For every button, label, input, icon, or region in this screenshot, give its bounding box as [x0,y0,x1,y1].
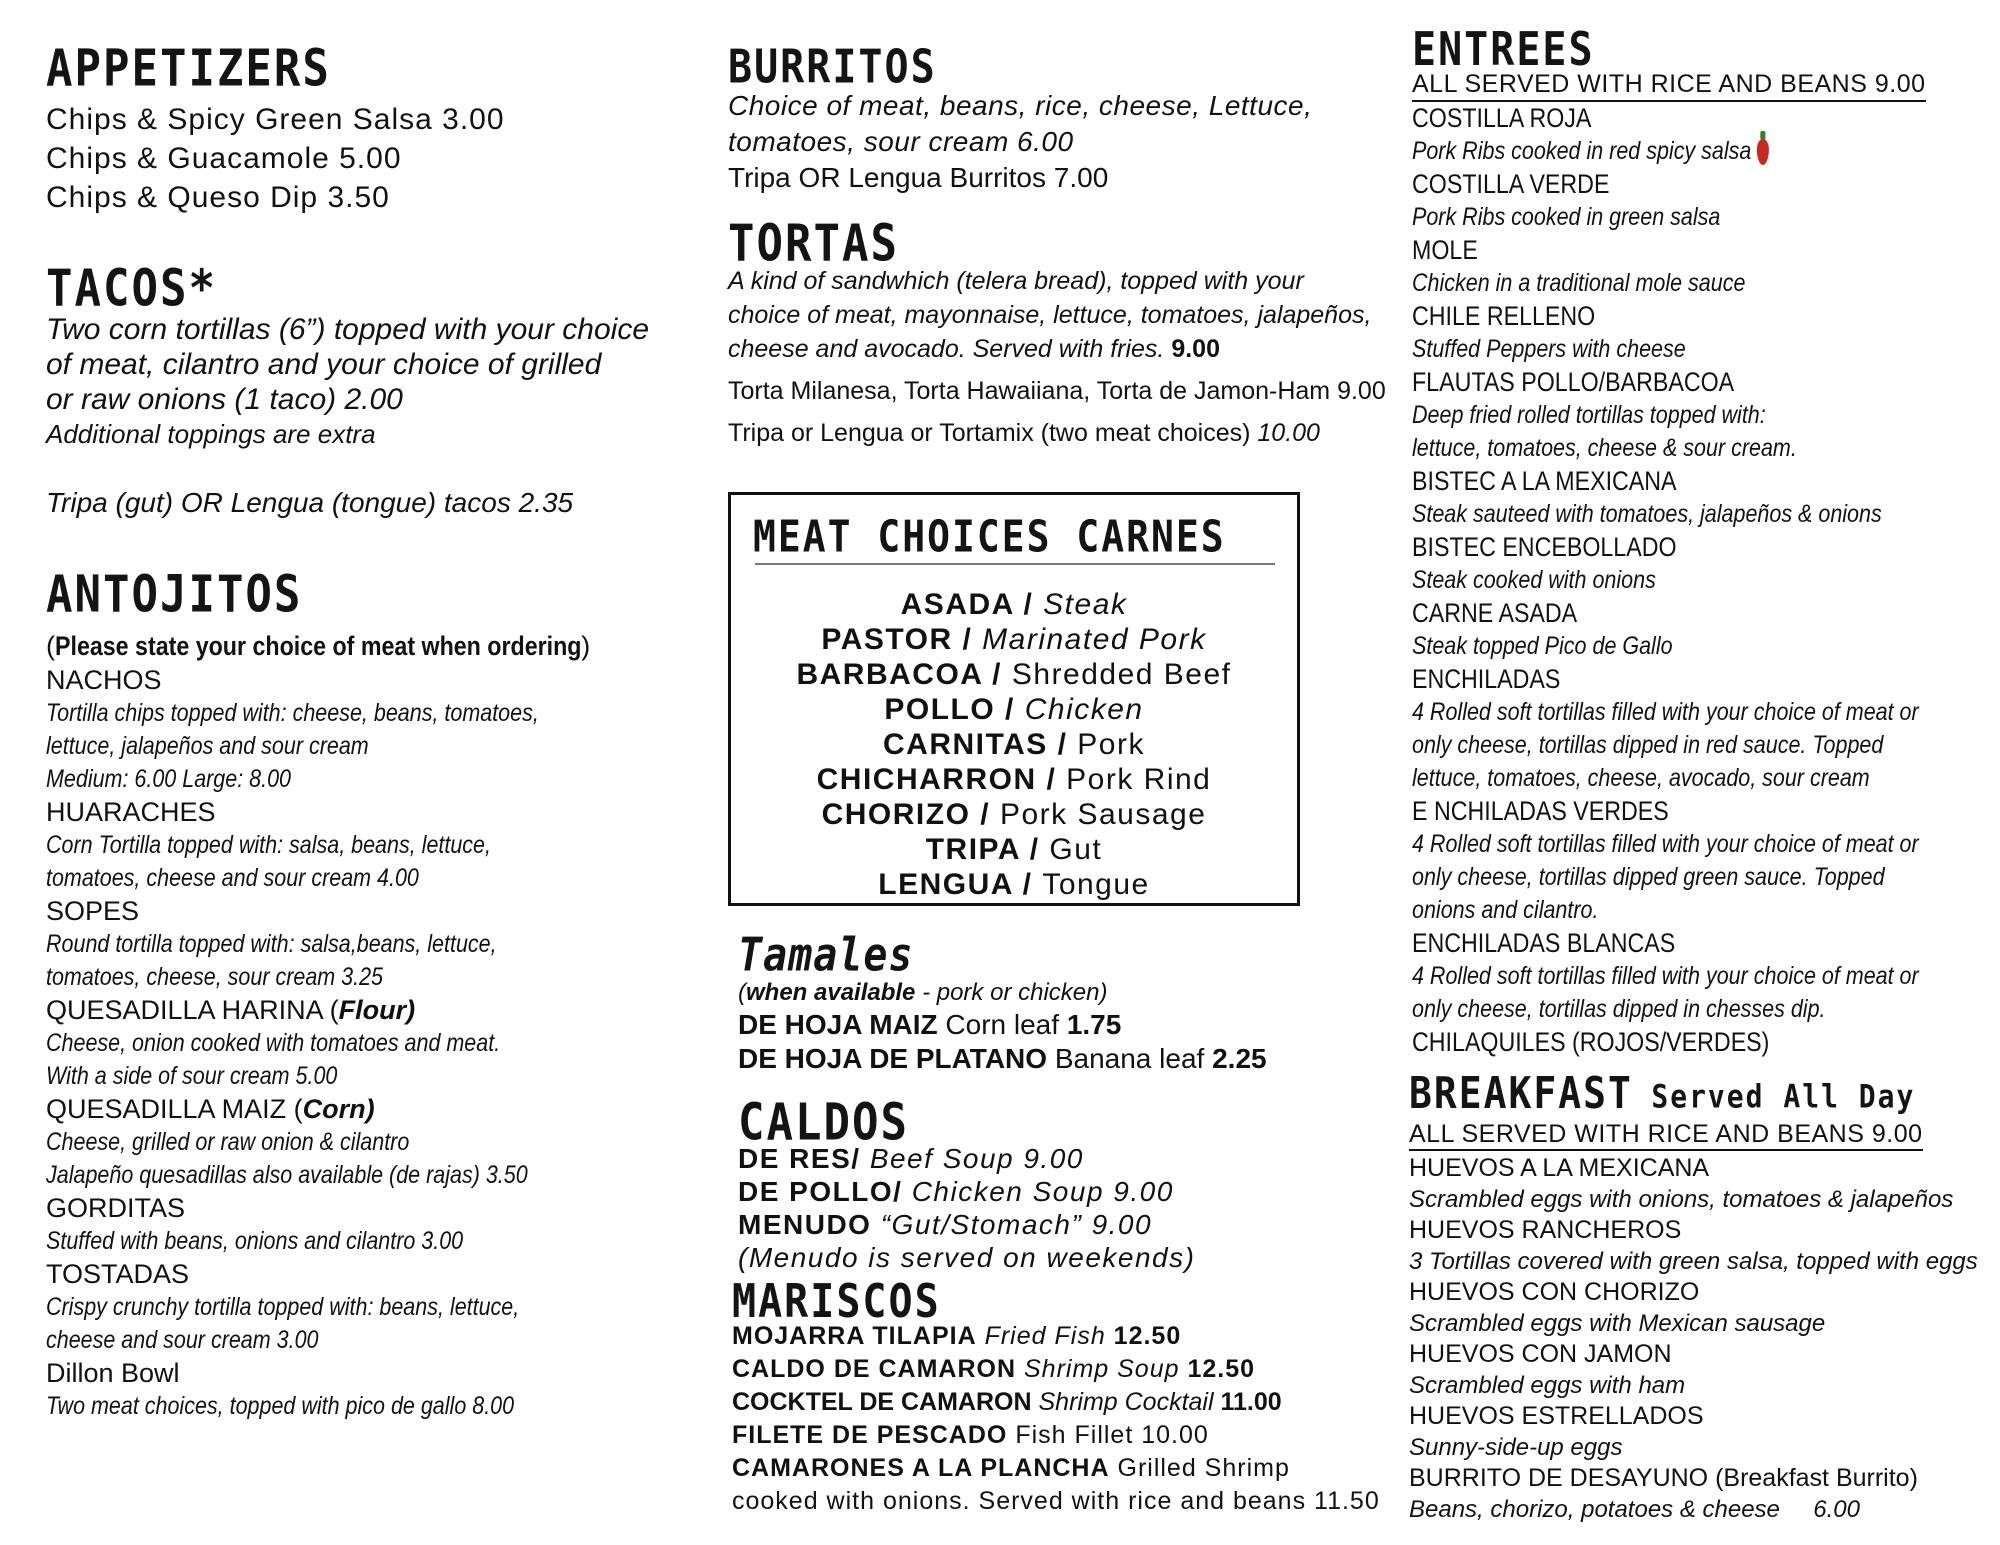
meat-choices-heading: MEAT CHOICES CARNES [753,511,1226,562]
menu-item-name: SOPES [46,896,140,926]
menu-item-desc: 4 Rolled soft tortillas filled with your choice of meat or [1412,830,1919,858]
menu-item-desc: With a side of sour cream 5.00 [46,1062,338,1090]
appetizer-item: Chips & Guacamole 5.00 [46,142,402,175]
tacos-description: of meat, cilantro and your choice of grilled [46,348,602,381]
menu-item-name: QUESADILLA MAIZ (Corn) [46,1094,375,1124]
menu-item-desc: 3 Tortillas covered with green salsa, topped with eggs [1409,1248,1978,1275]
menu-item-name: HUEVOS ESTRELLADOS [1409,1402,1704,1430]
menu-item-desc: Scrambled eggs with ham [1409,1372,1686,1399]
menu-item-desc: Medium: 6.00 Large: 8.00 [46,765,292,793]
appetizers-section [46,39,505,217]
chili-pepper-icon [1757,139,1769,165]
caldos-section [738,1093,1196,1274]
tacos-extra: Tripa (gut) OR Lengua (tongue) tacos 2.35 [46,487,574,518]
tamale-item: DE HOJA MAIZ Corn leaf 1.75 [738,1009,1122,1040]
menu-item-name: COSTILLA ROJA [1412,103,1592,133]
menu-item-desc: Pork Ribs cooked in green salsa [1412,203,1721,231]
menu-item-name: HUEVOS RANCHEROS [1409,1216,1682,1244]
caldo-item: DE RES/ Beef Soup 9.00 [738,1143,1084,1174]
tacos-section [46,259,650,520]
tortas-varieties: Torta Milanesa, Torta Hawaiiana, Torta de Jamon-Ham 9.00 [728,377,1386,405]
menu-item-name: CHILAQUILES (ROJOS/VERDES) [1412,1027,1770,1057]
menu-item-name: HUEVOS CON CHORIZO [1409,1278,1700,1306]
menu-item-desc: only cheese, tortillas dipped in red sauce. Topped [1412,731,1884,759]
menu-item-desc: lettuce, tomatoes, cheese & sour cream. [1412,434,1797,462]
entrees-section [1412,23,2000,1059]
menu-item-name: ENCHILADAS [1412,664,1561,694]
antojitos-note: (Please state your choice of meat when ordering) [46,631,591,661]
menu-item-desc: Steak sauteed with tomatoes, jalapeños & onions [1412,500,1882,528]
menu-item-desc: only cheese, tortillas dipped green sauce. Topped [1412,863,1885,891]
menu-item-desc: Cheese, onion cooked with tomatoes and meat. [46,1029,501,1057]
caldos-heading: CALDOS [738,1093,909,1153]
menu-item-desc: lettuce, jalapeños and sour cream [46,732,369,760]
appetizers-heading: APPETIZERS [46,39,331,99]
menu-item-desc: 4 Rolled soft tortillas filled with your choice of meat or [1412,698,1919,726]
menu-item-name: Dillon Bowl [46,1358,180,1388]
marisco-item: CALDO DE CAMARON Shrimp Soup 12.50 [732,1355,1256,1383]
breakfast-heading-row [1409,1067,1978,1119]
menu-item-name: HUARACHES [46,797,216,827]
menu-item-desc: Sunny-side-up eggs [1409,1434,1623,1461]
menu-item-desc: 4 Rolled soft tortillas filled with your choice of meat or [1412,962,1919,990]
meat-choice: CHORIZO / Pork Sausage [821,798,1207,831]
burritos-description: tomatoes, sour cream 6.00 [728,126,1074,157]
breakfast-subheading: ALL SERVED WITH RICE AND BEANS 9.00 [1409,1119,1923,1151]
menu-item-name: E NCHILADAS VERDES [1412,796,1669,826]
menu-item-name: QUESADILLA HARINA (Flour) [46,995,416,1025]
mariscos-section [732,1275,1380,1518]
breakfast-heading: BREAKFAST [1409,1067,1633,1119]
menu-item-name: ENCHILADAS BLANCAS [1412,928,1676,958]
appetizer-item: Chips & Queso Dip 3.50 [46,181,390,214]
breakfast-heading-note: Served All Day [1651,1077,1916,1116]
menu-item-name: TOSTADAS [46,1259,190,1289]
burritos-extra: Tripa OR Lengua Burritos 7.00 [728,162,1109,193]
menu-item-desc: tomatoes, cheese and sour cream 4.00 [46,864,419,892]
meat-choice: TRIPA / Gut [925,833,1103,866]
entrees-subheading: ALL SERVED WITH RICE AND BEANS 9.00 [1412,68,1926,102]
caldo-item: MENUDO “Gut/Stomach” 9.00 [738,1209,1153,1240]
tamales-note: (when available - pork or chicken) [738,979,1108,1006]
menu-item-desc: Scrambled eggs with Mexican sausage [1409,1310,1826,1337]
burritos-heading: BURRITOS [728,40,937,94]
meat-choice: ASADA / Steak [900,588,1128,621]
menu-item-name: CHILE RELLENO [1412,301,1596,331]
burritos-section [728,42,1312,196]
tacos-note: Additional toppings are extra [46,419,376,449]
menu-item-desc: Jalapeño quesadillas also available (de rajas) 3.50 [46,1161,528,1189]
menu-item-desc: Pork Ribs cooked in red spicy salsa [1412,135,1919,168]
menu-item-desc: Chicken in a traditional mole sauce [1412,269,1746,297]
meat-choice: CARNITAS / Pork [883,728,1145,761]
marisco-item: CAMARONES A LA PLANCHA Grilled Shrimp [732,1454,1290,1482]
meat-choices-box [728,492,1300,906]
menu-item-name: CARNE ASADA [1412,598,1578,628]
menu-item-name: BURRITO DE DESAYUNO (Breakfast Burrito) [1409,1464,1918,1492]
menu-item-desc: Corn Tortilla topped with: salsa, beans, lettuce, [46,831,491,859]
menu-item-desc: Steak topped Pico de Gallo [1412,632,1673,660]
antojitos-heading: ANTOJITOS [46,565,303,625]
menu-item-name: GORDITAS [46,1193,186,1223]
tacos-description: or raw onions (1 taco) 2.00 [46,383,403,416]
breakfast-section [1409,1067,1978,1525]
menu-item-name: BISTEC A LA MEXICANA [1412,466,1677,496]
tamale-item: DE HOJA DE PLATANO Banana leaf 2.25 [738,1043,1267,1074]
menu-item-desc: tomatoes, cheese, sour cream 3.25 [46,963,384,991]
marisco-item: MOJARRA TILAPIA Fried Fish 12.50 [732,1322,1182,1350]
menu-item-desc: Two meat choices, topped with pico de gallo 8.00 [46,1392,515,1420]
meat-choice: POLLO / Chicken [884,693,1144,726]
meat-choice: BARBACOA / Shredded Beef [796,658,1232,691]
menu-item-desc: cheese and sour cream 3.00 [46,1326,319,1354]
entrees-heading: ENTREES [1412,23,1595,77]
appetizer-item: Chips & Spicy Green Salsa 3.00 [46,103,505,136]
menu-item-desc: Beans, chorizo, potatoes & cheese 6.00 [1409,1496,1860,1523]
menu-item-desc: Cheese, grilled or raw onion & cilantro [46,1128,410,1156]
menu-item-name: MOLE [1412,235,1478,265]
menu-item-desc: onions and cilantro. [1412,896,1599,924]
entrees-list [1412,102,2000,1059]
tortas-description: cheese and avocado. Served with fries. 9.00 [728,335,1220,363]
meat-choice: PASTOR / Marinated Pork [821,623,1207,656]
burritos-description: Choice of meat, beans, rice, cheese, Lettuce, [728,90,1313,121]
marisco-item: COCKTEL DE CAMARON Shrimp Cocktail 11.00 [732,1388,1282,1416]
menu-item-name: COSTILLA VERDE [1412,169,1610,199]
menu-item-desc: Scrambled eggs with onions, tomatoes & jalapeños [1409,1186,1954,1213]
meat-choices-list [731,587,1297,902]
marisco-item: FILETE DE PESCADO Fish Fillet 10.00 [732,1421,1209,1449]
menu-item-desc: lettuce, tomatoes, cheese, avocado, sour cream [1412,764,1870,792]
menu-item-desc: Crispy crunchy tortilla topped with: beans, lettuce, [46,1293,520,1321]
meat-choice: LENGUA / Tongue [878,868,1150,901]
menu-item-desc: Tortilla chips topped with: cheese, beans, tomatoes, [46,699,539,727]
menu-item-desc: Stuffed Peppers with cheese [1412,335,1686,363]
menu-item-name: FLAUTAS POLLO/BARBACOA [1412,367,1735,397]
menu-item-desc: Stuffed with beans, onions and cilantro 3.00 [46,1227,464,1255]
tortas-specials: Tripa or Lengua or Tortamix (two meat choices) 10.00 [728,419,1320,447]
caldos-note: (Menudo is served on weekends) [738,1242,1196,1273]
tacos-heading: TACOS* [46,259,217,319]
menu-item-desc: Deep fried rolled tortillas topped with: [1412,401,1766,429]
tortas-heading: TORTAS [728,214,899,274]
menu-item-name: HUEVOS A LA MEXICANA [1409,1154,1710,1182]
divider [755,563,1275,565]
menu-item-desc: Round tortilla topped with: salsa,beans, lettuce, [46,930,497,958]
caldo-item: DE POLLO/ Chicken Soup 9.00 [738,1176,1174,1207]
tortas-section [728,214,1386,450]
marisco-item-continued: cooked with onions. Served with rice and beans 11.50 [732,1487,1380,1515]
tamales-heading: Tamales [738,928,914,982]
tamales-section [738,930,1267,1076]
tortas-description: A kind of sandwhich (telera bread), topped with your [728,267,1304,295]
menu-item-name: HUEVOS CON JAMON [1409,1340,1672,1368]
menu-item-name: NACHOS [46,665,162,695]
meat-choice: CHICHARRON / Pork Rind [816,763,1212,796]
menu-item-name: BISTEC ENCEBOLLADO [1412,532,1677,562]
antojitos-section [46,565,619,1423]
tortas-description: choice of meat, mayonnaise, lettuce, tomatoes, jalapeños, [728,301,1372,329]
mariscos-heading: MARISCOS [732,1275,941,1329]
menu-item-desc: Steak cooked with onions [1412,566,1656,594]
menu-item-desc: only cheese, tortillas dipped in chesses dip. [1412,995,1826,1023]
tacos-description: Two corn tortillas (6”) topped with your choice [46,313,650,346]
